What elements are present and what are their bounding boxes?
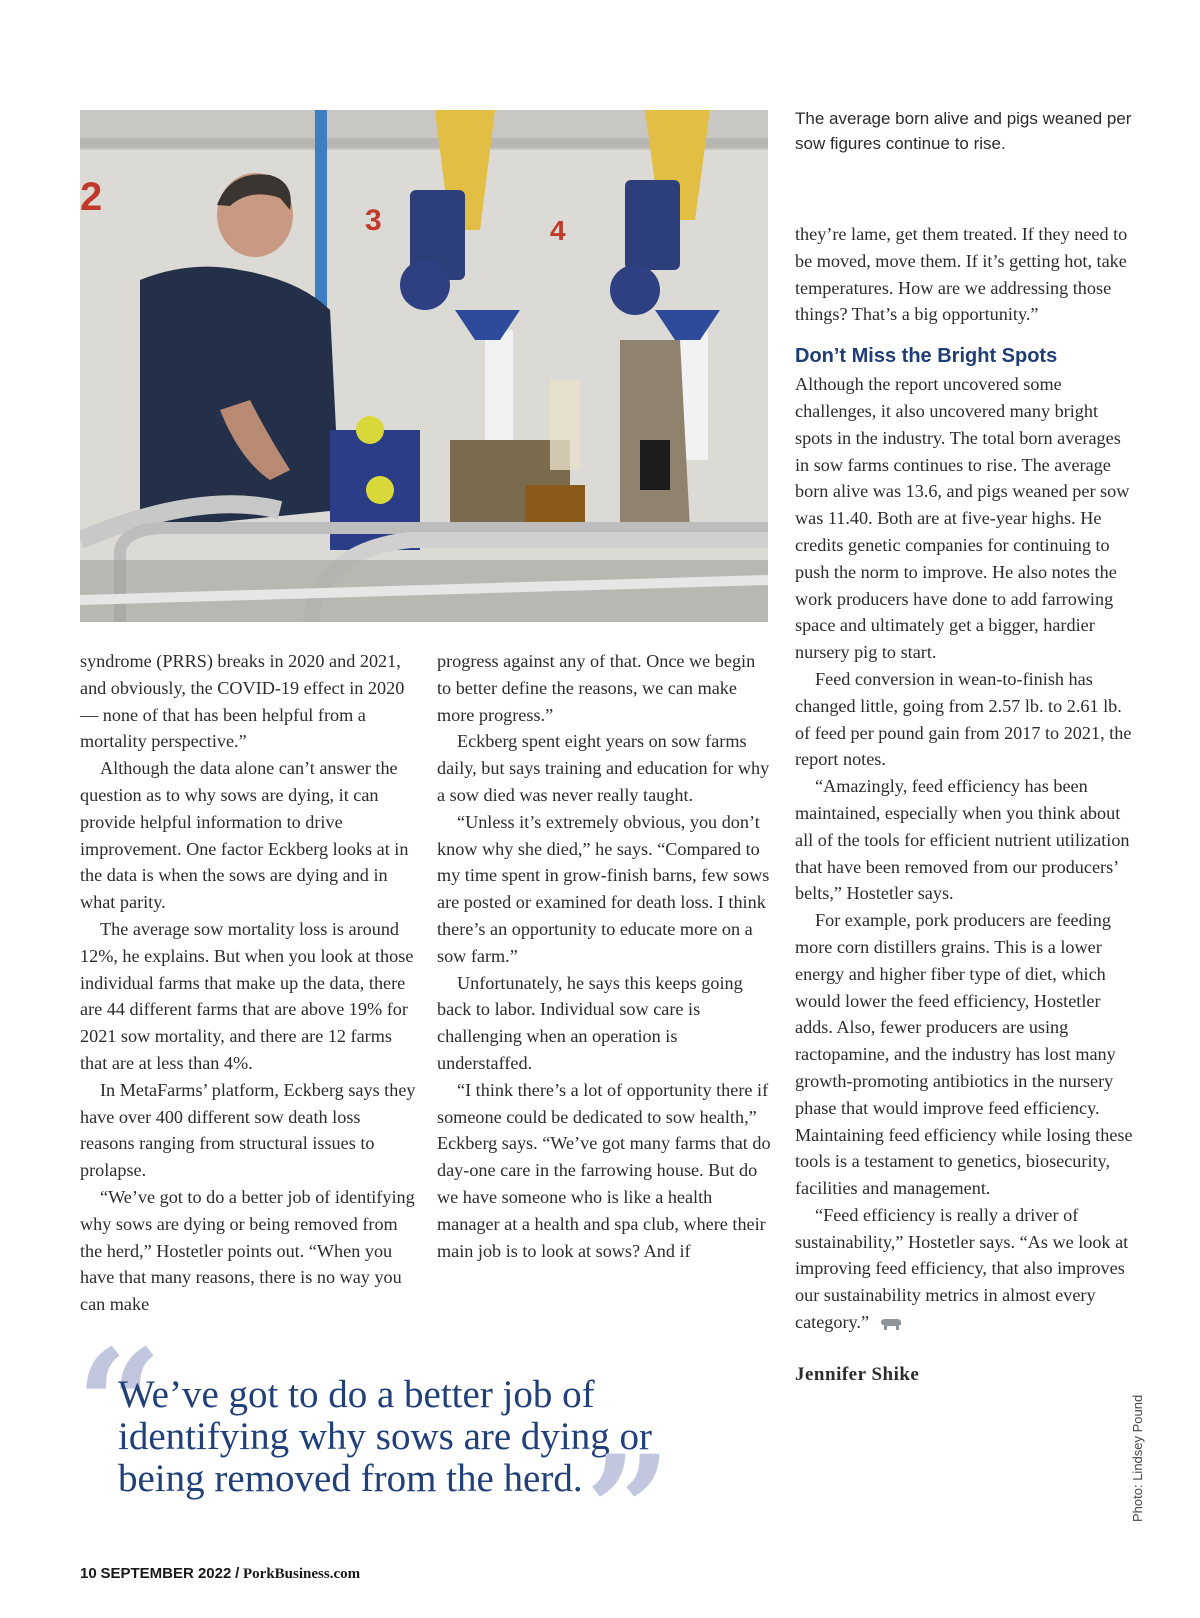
paragraph: For example, pork producers are feeding more corn distillers grains. This is a lower energy and higher fiber type of diet, which would lower the feed efficiency, Hostetler adds. Also, fewer producers are using ractopamine, and the industry has lost many growth-promoting antibiotics in the nursery phase that would improve feed efficiency. Maintaining feed efficiency while losing these tools is a testament to genetics, biosecurity, facilities and management. [795,910,1133,1199]
paragraph: “Amazingly, feed efficiency has been maintained, especially when you think about all of the tools for efficient nutrient utilization that have been removed from our producers’ belts,” Hostetler says. [795,776,1130,904]
site-name: PorkBusiness.com [243,1566,361,1582]
paragraph: Feed conversion in wean-to-finish has changed little, going from 2.57 lb. to 2.61 lb. of feed per pound gain from 2017 to 2021, the report notes. [795,668,1132,770]
paragraph: progress against any of that. Once we begin to better define the reasons, we can make more progress.” [437,651,756,725]
farm-worker-photo [80,110,768,622]
photo-credit: Photo: Lindsey Pound [1130,1394,1145,1522]
paragraph: they’re lame, get them treated. If they need to be moved, move them. If it’s getting hot, take temperatures. How are we addressing those things? That’s a big opportunity.” [795,224,1128,325]
article-column-2 [437,648,773,1264]
stall-number: 2 [80,175,103,219]
paragraph: In MetaFarms’ platform, Eckberg says they have over 400 different sow death loss reasons ranging from structural issues to prolapse. [80,1079,416,1181]
close-quote-mark: ” [585,1423,672,1599]
paragraph: “We’ve got to do a better job of identifying why sows are dying or being removed from the herd,” Hostetler points out. “When you have that many reasons, there is no way you can make [80,1186,415,1315]
article-photo [80,110,768,622]
footer-separator: / [235,1565,240,1582]
paragraph-last [795,1202,1135,1336]
paragraph-text: “Feed efficiency is really a driver of sustainability,” Hostetler says. “As we look at improving feed efficiency, that also improves our sustainability metrics in almost every category.” [795,1204,1129,1333]
paragraph: Although the data alone can’t answer the question as to why sows are dying, it can provide helpful information to drive improvement. One factor Eckberg looks at in the data is when the sows are dying and in what parity. [80,758,409,913]
article-column-3 [795,221,1135,1389]
photo-caption: The average born alive and pigs weaned per sow figures continue to rise. [795,109,1132,153]
issue-date: SEPTEMBER 2022 [100,1565,232,1582]
paragraph: “I think there’s a lot of opportunity there if someone could be dedicated to sow health,” Eckberg says. “We’ve got many farms that do day-one care in the farrowing house. But do we have someone who is like a health manager at a health and spa club, where their main job is to look at sows? And if [437,1079,771,1261]
pull-quote: We’ve got to do a better job of identifying why sows are dying or being removed from the herd. [118,1373,653,1500]
stall-number: 4 [550,215,566,246]
paragraph: Although the report uncovered some challenges, it also uncovered many bright spots in the industry. The total born averages in sow farms continues to rise. The average born alive was 13.6, and pigs weaned per sow was 11.40. Both are at five-year highs. He credits genetic companies for continuing to push the norm to improve. He also notes the work producers have done to add farrowing space and ultimately get a bigger, hardier nursery pig to start. [795,374,1130,663]
page-footer [80,1565,360,1583]
author-byline: Jennifer Shike [795,1363,920,1385]
article-column-1 [80,648,416,1318]
page-number: 10 [80,1565,97,1582]
paragraph: The average sow mortality loss is around 12%, he explains. But when you look at those individual farms that make up the data, there are 44 different farms that are above 19% for 2021 sow mortality, and there are 12 farms that are at less than 4%. [80,918,414,1073]
section-subhead: Don’t Miss the Bright Spots [795,345,1058,368]
stall-number: 3 [365,204,382,237]
open-quote-mark: “ [76,1317,163,1493]
paragraph: Eckberg spent eight years on sow farms daily, but says training and education for why a sow died was never really taught. [437,731,770,805]
paragraph: Unfortunately, he says this keeps going back to labor. Individual sow care is challenging when an operation is understaffed. [437,972,743,1073]
paragraph: “Unless it’s extremely obvious, you don’t know why she died,” he says. “Compared to my time spent in grow-finish barns, few sows are posted or examined for death loss. I think there’s an opportunity to educate more on a sow farm.” [437,811,770,966]
paragraph: syndrome (PRRS) breaks in 2020 and 2021, and obviously, the COVID-19 effect in 2020 — none of that has been helpful from a mortality perspective.” [80,651,405,752]
pig-end-icon [879,1317,903,1331]
